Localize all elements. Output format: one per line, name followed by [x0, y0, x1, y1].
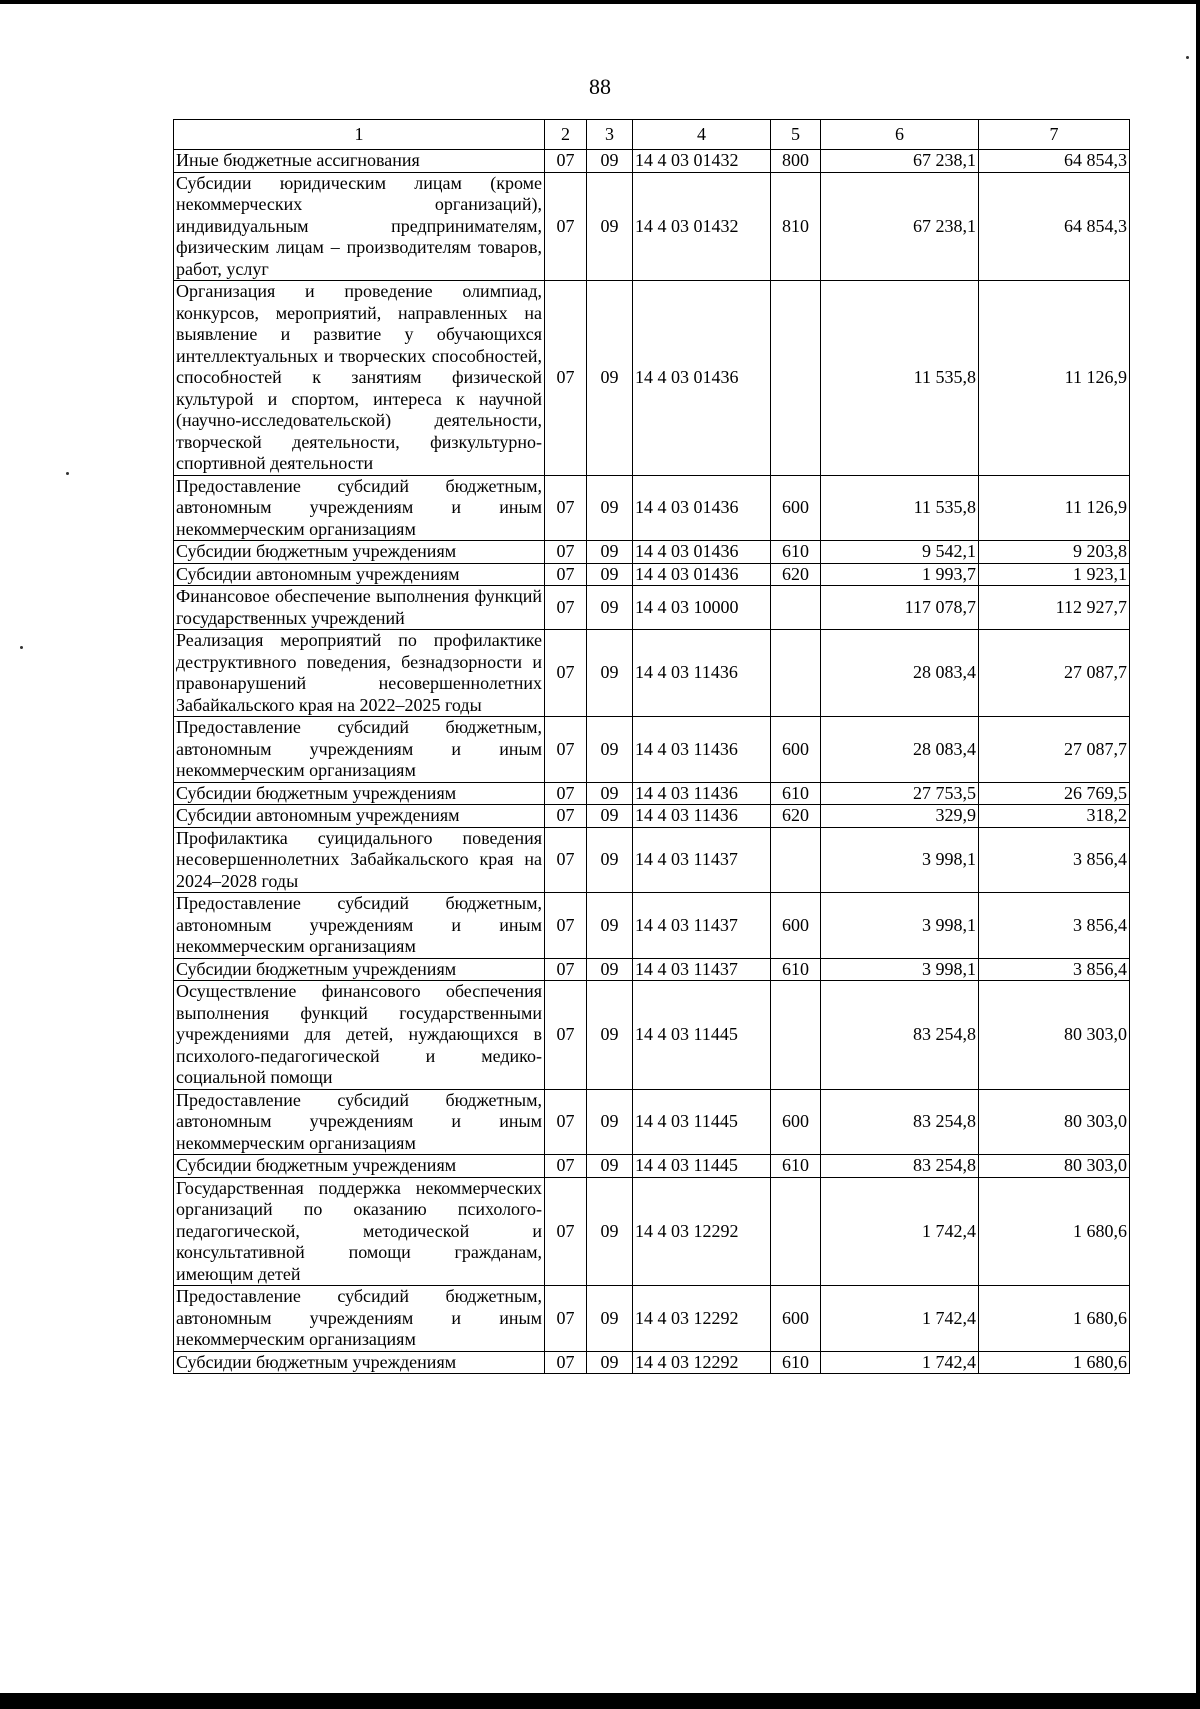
- cell-amount-year-2: 27 087,7: [979, 630, 1130, 717]
- cell-name: Осуществление финансового обеспечения выполнения функций государственными учреждениями для детей, нуждающихся в психолого-педагогической и медико-социальной помощи: [174, 981, 545, 1090]
- cell-expense-type: [771, 981, 821, 1090]
- table-row: [174, 1089, 1130, 1155]
- cell-expense-type: 600: [771, 475, 821, 541]
- cell-target-article: 14 4 03 01436: [633, 563, 771, 586]
- cell-section: 07: [545, 893, 587, 959]
- cell-target-article: 14 4 03 12292: [633, 1286, 771, 1352]
- cell-amount-year-1: 28 083,4: [821, 717, 979, 783]
- cell-amount-year-1: 1 742,4: [821, 1286, 979, 1352]
- table-row: [174, 981, 1130, 1090]
- cell-name: Субсидии бюджетным учреждениям: [174, 1351, 545, 1374]
- cell-target-article: 14 4 03 11437: [633, 893, 771, 959]
- cell-section: 07: [545, 1089, 587, 1155]
- cell-amount-year-1: 28 083,4: [821, 630, 979, 717]
- cell-name: Предоставление субсидий бюджетным, автономным учреждениям и иным некоммерческим организациям: [174, 1286, 545, 1352]
- cell-amount-year-1: 3 998,1: [821, 893, 979, 959]
- cell-amount-year-1: 3 998,1: [821, 958, 979, 981]
- cell-expense-type: 810: [771, 172, 821, 281]
- cell-section: 07: [545, 586, 587, 630]
- cell-expense-type: [771, 827, 821, 893]
- scan-border-top: [0, 0, 1200, 4]
- cell-expense-type: 610: [771, 1155, 821, 1178]
- cell-subsection: 09: [587, 958, 633, 981]
- cell-amount-year-1: 83 254,8: [821, 1089, 979, 1155]
- cell-subsection: 09: [587, 827, 633, 893]
- cell-amount-year-1: 67 238,1: [821, 150, 979, 173]
- header-col-2: 2: [545, 120, 587, 150]
- budget-table: [173, 119, 1130, 1374]
- scan-border-right: [1196, 0, 1200, 1709]
- cell-amount-year-2: 3 856,4: [979, 893, 1130, 959]
- table-row: [174, 958, 1130, 981]
- table-row: [174, 541, 1130, 564]
- cell-target-article: 14 4 03 11445: [633, 1089, 771, 1155]
- header-col-6: 6: [821, 120, 979, 150]
- cell-amount-year-1: 27 753,5: [821, 782, 979, 805]
- cell-amount-year-1: 67 238,1: [821, 172, 979, 281]
- cell-name: Реализация мероприятий по профилактике деструктивного поведения, безнадзорности и правонарушений несовершеннолетних Забайкальского края на 2022–2025 годы: [174, 630, 545, 717]
- scan-speck: [20, 646, 23, 649]
- cell-section: 07: [545, 172, 587, 281]
- cell-name: Субсидии автономным учреждениям: [174, 563, 545, 586]
- table-header-row: [174, 120, 1130, 150]
- cell-subsection: 09: [587, 1286, 633, 1352]
- cell-amount-year-1: 11 535,8: [821, 475, 979, 541]
- cell-section: 07: [545, 805, 587, 828]
- cell-target-article: 14 4 03 01436: [633, 475, 771, 541]
- cell-section: 07: [545, 958, 587, 981]
- cell-amount-year-2: 64 854,3: [979, 150, 1130, 173]
- cell-amount-year-2: 318,2: [979, 805, 1130, 828]
- cell-name: Профилактика суицидального поведения несовершеннолетних Забайкальского края на 2024–2028 годы: [174, 827, 545, 893]
- cell-amount-year-2: 9 203,8: [979, 541, 1130, 564]
- cell-amount-year-2: 1 923,1: [979, 563, 1130, 586]
- cell-name: Субсидии бюджетным учреждениям: [174, 541, 545, 564]
- cell-target-article: 14 4 03 01432: [633, 150, 771, 173]
- cell-target-article: 14 4 03 12292: [633, 1351, 771, 1374]
- cell-amount-year-1: 83 254,8: [821, 981, 979, 1090]
- cell-expense-type: [771, 586, 821, 630]
- cell-expense-type: 610: [771, 541, 821, 564]
- cell-expense-type: [771, 1177, 821, 1286]
- header-col-5: 5: [771, 120, 821, 150]
- cell-section: 07: [545, 541, 587, 564]
- cell-name: Субсидии юридическим лицам (кроме некоммерческих организаций), индивидуальным предпринимателям, физическим лицам – производителям товаров, работ, услуг: [174, 172, 545, 281]
- cell-section: 07: [545, 1351, 587, 1374]
- cell-amount-year-2: 11 126,9: [979, 475, 1130, 541]
- cell-subsection: 09: [587, 475, 633, 541]
- cell-subsection: 09: [587, 805, 633, 828]
- table-row: [174, 150, 1130, 173]
- cell-amount-year-2: 3 856,4: [979, 827, 1130, 893]
- cell-expense-type: 600: [771, 717, 821, 783]
- cell-amount-year-1: 117 078,7: [821, 586, 979, 630]
- cell-subsection: 09: [587, 893, 633, 959]
- cell-amount-year-2: 64 854,3: [979, 172, 1130, 281]
- cell-name: Субсидии бюджетным учреждениям: [174, 958, 545, 981]
- cell-target-article: 14 4 03 11436: [633, 630, 771, 717]
- cell-expense-type: [771, 630, 821, 717]
- cell-name: Предоставление субсидий бюджетным, автономным учреждениям и иным некоммерческим организациям: [174, 475, 545, 541]
- cell-target-article: 14 4 03 01436: [633, 281, 771, 476]
- cell-section: 07: [545, 281, 587, 476]
- cell-name: Иные бюджетные ассигнования: [174, 150, 545, 173]
- table-row: [174, 563, 1130, 586]
- cell-section: 07: [545, 563, 587, 586]
- cell-amount-year-2: 80 303,0: [979, 1089, 1130, 1155]
- scan-speck: [66, 472, 69, 475]
- cell-name: Государственная поддержка некоммерческих организаций по оказанию психолого-педагогической, методической и консультативной помощи гражданам, имеющим детей: [174, 1177, 545, 1286]
- cell-section: 07: [545, 475, 587, 541]
- scan-border-bottom: [0, 1693, 1200, 1709]
- cell-expense-type: 600: [771, 893, 821, 959]
- cell-name: Организация и проведение олимпиад, конкурсов, мероприятий, направленных на выявление и развитие у обучающихся интеллектуальных и творческих способностей, способностей к занятиям физической культурой и спортом, интереса к научной (научно-исследовательской) деятельности, творческой деятельности, физкультурно-спортивной деятельности: [174, 281, 545, 476]
- table-row: [174, 630, 1130, 717]
- cell-amount-year-2: 1 680,6: [979, 1351, 1130, 1374]
- table-row: [174, 281, 1130, 476]
- cell-expense-type: 610: [771, 1351, 821, 1374]
- cell-expense-type: 600: [771, 1089, 821, 1155]
- cell-expense-type: 800: [771, 150, 821, 173]
- cell-subsection: 09: [587, 586, 633, 630]
- cell-name: Субсидии бюджетным учреждениям: [174, 782, 545, 805]
- cell-name: Предоставление субсидий бюджетным, автономным учреждениям и иным некоммерческим организациям: [174, 1089, 545, 1155]
- cell-section: 07: [545, 630, 587, 717]
- cell-target-article: 14 4 03 11445: [633, 981, 771, 1090]
- table-row: [174, 586, 1130, 630]
- cell-name: Субсидии автономным учреждениям: [174, 805, 545, 828]
- cell-expense-type: 620: [771, 563, 821, 586]
- cell-amount-year-1: 1 993,7: [821, 563, 979, 586]
- cell-section: 07: [545, 782, 587, 805]
- table-row: [174, 1286, 1130, 1352]
- header-col-4: 4: [633, 120, 771, 150]
- cell-amount-year-1: 1 742,4: [821, 1177, 979, 1286]
- cell-name: Предоставление субсидий бюджетным, автономным учреждениям и иным некоммерческим организациям: [174, 717, 545, 783]
- cell-expense-type: [771, 281, 821, 476]
- cell-name: Предоставление субсидий бюджетным, автономным учреждениям и иным некоммерческим организациям: [174, 893, 545, 959]
- cell-amount-year-1: 3 998,1: [821, 827, 979, 893]
- cell-amount-year-1: 83 254,8: [821, 1155, 979, 1178]
- header-col-7: 7: [979, 120, 1130, 150]
- cell-expense-type: 610: [771, 782, 821, 805]
- cell-subsection: 09: [587, 717, 633, 783]
- table-row: [174, 172, 1130, 281]
- cell-section: 07: [545, 717, 587, 783]
- cell-section: 07: [545, 827, 587, 893]
- table-row: [174, 717, 1130, 783]
- table-row: [174, 1155, 1130, 1178]
- cell-subsection: 09: [587, 172, 633, 281]
- cell-expense-type: 620: [771, 805, 821, 828]
- cell-amount-year-2: 27 087,7: [979, 717, 1130, 783]
- cell-target-article: 14 4 03 11437: [633, 958, 771, 981]
- header-col-3: 3: [587, 120, 633, 150]
- cell-target-article: 14 4 03 01436: [633, 541, 771, 564]
- table-row: [174, 805, 1130, 828]
- scan-speck: [1186, 56, 1189, 59]
- cell-section: 07: [545, 1177, 587, 1286]
- cell-expense-type: 610: [771, 958, 821, 981]
- cell-amount-year-2: 80 303,0: [979, 1155, 1130, 1178]
- cell-target-article: 14 4 03 12292: [633, 1177, 771, 1286]
- cell-subsection: 09: [587, 1155, 633, 1178]
- header-col-1: 1: [174, 120, 545, 150]
- cell-section: 07: [545, 1155, 587, 1178]
- table-row: [174, 1351, 1130, 1374]
- cell-amount-year-2: 11 126,9: [979, 281, 1130, 476]
- cell-subsection: 09: [587, 563, 633, 586]
- page-number: 88: [589, 74, 611, 99]
- cell-section: 07: [545, 150, 587, 173]
- cell-amount-year-1: 1 742,4: [821, 1351, 979, 1374]
- cell-subsection: 09: [587, 782, 633, 805]
- cell-subsection: 09: [587, 1177, 633, 1286]
- cell-target-article: 14 4 03 01432: [633, 172, 771, 281]
- cell-amount-year-1: 329,9: [821, 805, 979, 828]
- cell-section: 07: [545, 981, 587, 1090]
- cell-amount-year-2: 1 680,6: [979, 1286, 1130, 1352]
- table-row: [174, 827, 1130, 893]
- cell-amount-year-2: 26 769,5: [979, 782, 1130, 805]
- cell-name: Финансовое обеспечение выполнения функций государственных учреждений: [174, 586, 545, 630]
- cell-target-article: 14 4 03 11445: [633, 1155, 771, 1178]
- cell-target-article: 14 4 03 11436: [633, 805, 771, 828]
- cell-subsection: 09: [587, 630, 633, 717]
- cell-amount-year-2: 80 303,0: [979, 981, 1130, 1090]
- cell-target-article: 14 4 03 11436: [633, 717, 771, 783]
- cell-amount-year-1: 9 542,1: [821, 541, 979, 564]
- cell-amount-year-2: 1 680,6: [979, 1177, 1130, 1286]
- cell-target-article: 14 4 03 10000: [633, 586, 771, 630]
- cell-expense-type: 600: [771, 1286, 821, 1352]
- table-row: [174, 893, 1130, 959]
- cell-subsection: 09: [587, 1089, 633, 1155]
- table-row: [174, 782, 1130, 805]
- cell-subsection: 09: [587, 1351, 633, 1374]
- cell-amount-year-1: 11 535,8: [821, 281, 979, 476]
- cell-subsection: 09: [587, 150, 633, 173]
- cell-subsection: 09: [587, 981, 633, 1090]
- table-body: [174, 150, 1130, 1374]
- cell-subsection: 09: [587, 541, 633, 564]
- cell-target-article: 14 4 03 11436: [633, 782, 771, 805]
- cell-amount-year-2: 112 927,7: [979, 586, 1130, 630]
- cell-amount-year-2: 3 856,4: [979, 958, 1130, 981]
- table-row: [174, 475, 1130, 541]
- cell-target-article: 14 4 03 11437: [633, 827, 771, 893]
- cell-name: Субсидии бюджетным учреждениям: [174, 1155, 545, 1178]
- cell-section: 07: [545, 1286, 587, 1352]
- table-row: [174, 1177, 1130, 1286]
- cell-subsection: 09: [587, 281, 633, 476]
